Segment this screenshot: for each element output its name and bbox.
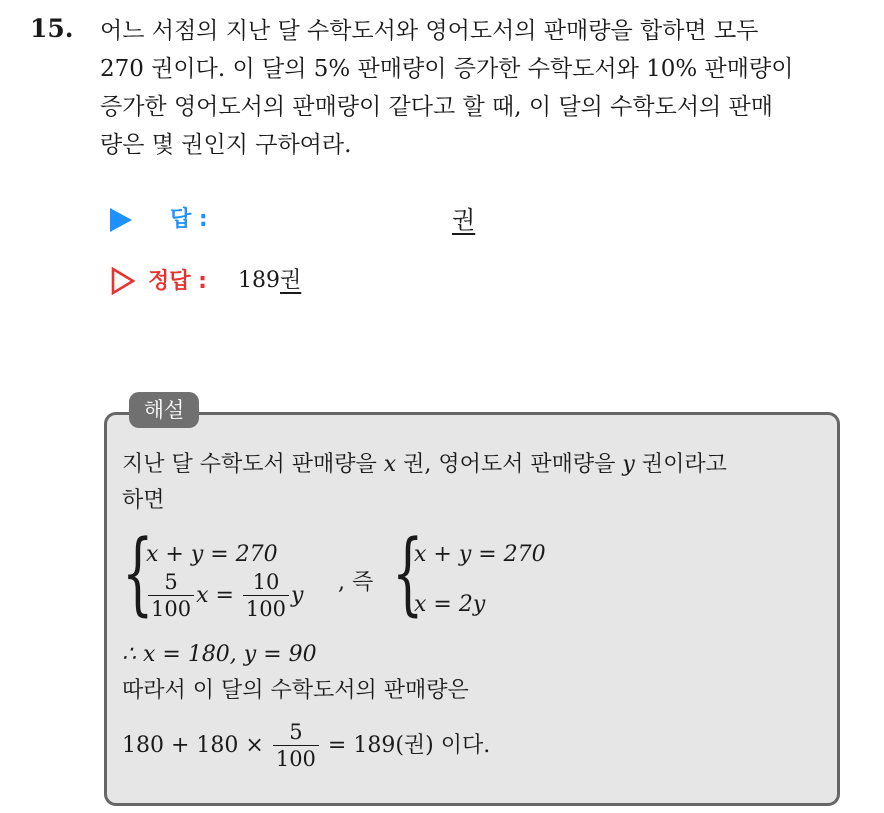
explanation-line [122, 448, 727, 482]
system2-equation2: x = 2y [414, 592, 486, 617]
outline-triangle-icon [110, 266, 136, 296]
explanation-line: 따라서 이 달의 수학도서의 판매량은 [122, 678, 469, 703]
question-text [100, 12, 870, 164]
play-triangle-icon [110, 208, 132, 232]
left-brace-icon: { [392, 521, 424, 626]
explanation-text: 권이라고 [634, 452, 727, 477]
correct-answer-value [238, 263, 301, 294]
answer-row [110, 200, 710, 240]
therefore-line: ∴ x = 180, y = 90 [122, 642, 317, 667]
fraction: $\frac{10}{100}$ [243, 572, 289, 620]
question-line: 270 권이다. 이 달의 5% 판매량이 증가한 수학도서와 10% 판매량이 [100, 56, 794, 82]
explanation-text: 지난 달 수학도서 판매량을 [122, 452, 384, 477]
correct-answer-label: 정답 : [148, 269, 207, 294]
question-line: 어느 서점의 지난 달 수학도서와 영어도서의 판매량을 합하면 모두 [100, 18, 759, 44]
left-brace-icon: { [122, 521, 154, 626]
variable-y: y [622, 452, 635, 477]
explanation-text: 권, 영어도서 판매량을 [396, 452, 623, 477]
correct-answer-number: 189 [238, 268, 280, 293]
explanation-line: 하면 [122, 488, 165, 513]
question-line: 증가한 영어도서의 판매량이 같다고 할 때, 이 달의 수학도서의 판매 [100, 94, 773, 120]
fraction: $\frac{5}{100}$ [148, 572, 194, 620]
explanation-tag: 해설 [129, 392, 199, 428]
correct-answer-row [110, 262, 710, 302]
answer-label: 답 : [170, 207, 208, 232]
system1-equation2: $\frac{5}{100}$ x = $\frac{10}{100}$ y [146, 572, 303, 620]
correct-answer-unit: 권 [280, 268, 302, 293]
answer-unit: 권 [452, 206, 476, 234]
final-calculation: 180 + 180 × $\frac{5}{100}$ = 189(권) 이다. [122, 720, 491, 771]
question-number: 15. [30, 14, 74, 43]
connector-text: , 즉 [338, 570, 374, 595]
fraction: $\frac{5}{100}$ [273, 722, 319, 770]
variable-x: x [383, 452, 397, 477]
system1-equation1: x + y = 270 [146, 542, 278, 567]
question-line: 량은 몇 권인지 구하여라. [100, 132, 352, 158]
system2-equation1: x + y = 270 [414, 542, 546, 567]
